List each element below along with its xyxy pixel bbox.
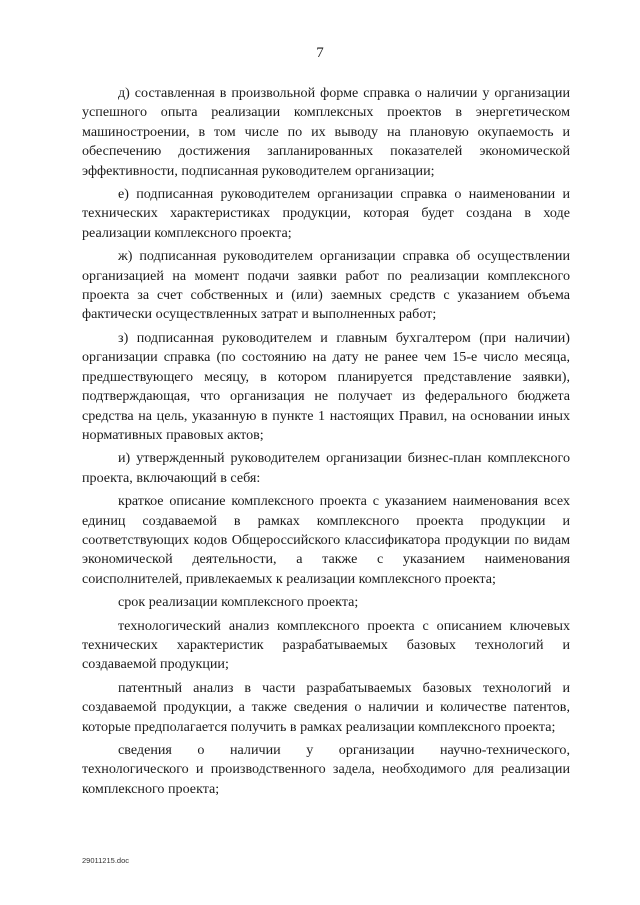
paragraph-d: д) составленная в произвольной форме справка о наличии у организации успешного опыта реализации комплексных проектов в энергетическом машиностроении, в том числе по их выводу на плановую окупаемость и обеспечению достижения запланированных показателей экономической эффективности, подписанная руководителем организации; <box>82 85 570 179</box>
paragraph-zh: ж) подписанная руководителем организации справка об осуществлении организацией на момент подачи заявки работ по реализации комплексного проекта за счет собственных и (или) заемных средств с указанием объема фактически осуществленных затрат и выполненных работ; <box>82 248 570 323</box>
paragraph-project-term: срок реализации комплексного проекта; <box>118 594 359 611</box>
paragraph-scientific-backlog: сведения о наличии у организации научно-технического, технологического и производственного задела, необходимого для реализации комплексного проекта; <box>82 742 570 797</box>
paragraph-patent-analysis: патентный анализ в части разрабатываемых базовых технологий и создаваемой продукции, а также сведения о наличии и количестве патентов, которые предполагается получить в рамках реализации комплексного проекта; <box>82 679 570 735</box>
paragraph-e: е) подписанная руководителем организации справка о наименовании и технических характеристиках продукции, которая будет создана в ходе реализации комплексного проекта; <box>82 186 570 241</box>
paragraph-project-description: краткое описание комплексного проекта с указанием наименования всех единиц создаваемой в рамках комплексного проекта продукции и соответствующих кодов Общероссийского классификатора продукции по видам экономической деятельности, а также с указанием наименования соисполнителей, привлекаемых к реализации комплексного проекта; <box>82 493 570 587</box>
document-body <box>82 84 570 803</box>
paragraph-z: з) подписанная руководителем и главным бухгалтером (при наличии) организации справка (по состоянию на дату не ранее чем 15-е число месяца, предшествующего месяцу, в котором планируется представление заявки), подтверждающая, что организация не получает из федерального бюджета средства на цель, указанную в пункте 1 настоящих Правил, на основании иных нормативных правовых актов; <box>82 329 570 443</box>
paragraph-i: и) утвержденный руководителем организации бизнес-план комплексного проекта, включающий в себя: <box>82 450 570 486</box>
footer-filename: 29011215.doc <box>82 856 129 865</box>
paragraph-technological-analysis: технологический анализ комплексного проекта с описанием ключевых технических характеристик разрабатываемых базовых технологий и создаваемой продукции; <box>82 617 570 673</box>
page-number: 7 <box>316 45 324 61</box>
